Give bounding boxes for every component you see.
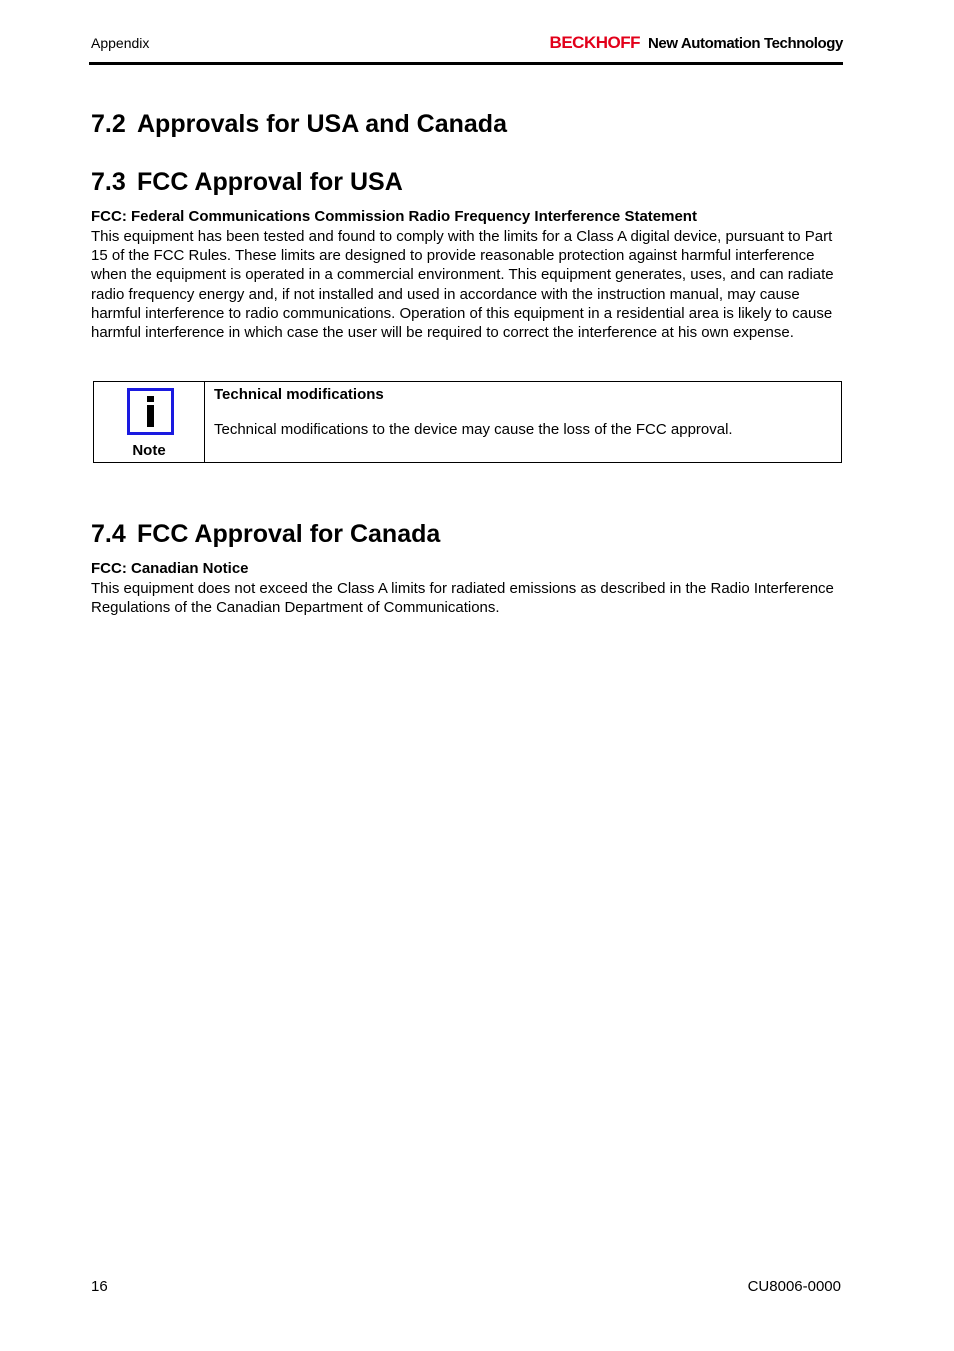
canadian-notice-body: This equipment does not exceed the Class A limits for radiated emissions as described in the Radio Interference Regulations of the Canadian Department of Communications. bbox=[91, 580, 834, 617]
note-content-cell bbox=[205, 382, 841, 462]
fcc-statement-body: This equipment has been tested and found to comply with the limits for a Class A digital device, pursuant to Part 15 of the FCC Rules. These limits are designed to provide reasonable protection against harmful interference when the equipment is operated in a commercial environment. This equipment generates, uses, and can radiate radio frequency energy and, if not installed and used in accordance with the instruction manual, may cause harmful interference to radio communications. Operation of this equipment in a residential area is likely to cause harmful interference in which case the user will be required to correct the interference at his own expense. bbox=[91, 228, 834, 342]
note-label: Note bbox=[132, 442, 166, 459]
note-text: Technical modifications to the device may cause the loss of the FCC approval. bbox=[214, 421, 733, 438]
note-box bbox=[93, 381, 842, 463]
brand-tagline: New Automation Technology bbox=[648, 35, 843, 52]
section-title: Approvals for USA and Canada bbox=[137, 110, 507, 138]
brand-name: BECKHOFF bbox=[549, 33, 640, 52]
section-number: 7.2 bbox=[91, 110, 126, 138]
brand-logo bbox=[550, 33, 843, 53]
info-icon bbox=[127, 388, 174, 435]
canadian-notice-subtitle: FCC: Canadian Notice bbox=[91, 560, 249, 577]
section-heading-7-4 bbox=[91, 520, 440, 549]
document-id: CU8006-0000 bbox=[747, 1278, 841, 1295]
fcc-statement-subtitle: FCC: Federal Communications Commission Radio Frequency Interference Statement bbox=[91, 208, 697, 225]
section-title: FCC Approval for Canada bbox=[137, 520, 441, 548]
section-title: FCC Approval for USA bbox=[137, 168, 403, 196]
header-divider bbox=[89, 62, 843, 65]
section-number: 7.3 bbox=[91, 168, 126, 196]
page-number: 16 bbox=[91, 1278, 108, 1295]
section-number: 7.4 bbox=[91, 520, 126, 548]
info-glyph bbox=[141, 394, 161, 430]
section-heading-7-3 bbox=[91, 168, 403, 197]
note-icon-cell bbox=[94, 382, 205, 462]
note-title: Technical modifications bbox=[214, 386, 384, 403]
section-heading-7-2 bbox=[91, 110, 507, 139]
header-section-label: Appendix bbox=[91, 35, 150, 51]
